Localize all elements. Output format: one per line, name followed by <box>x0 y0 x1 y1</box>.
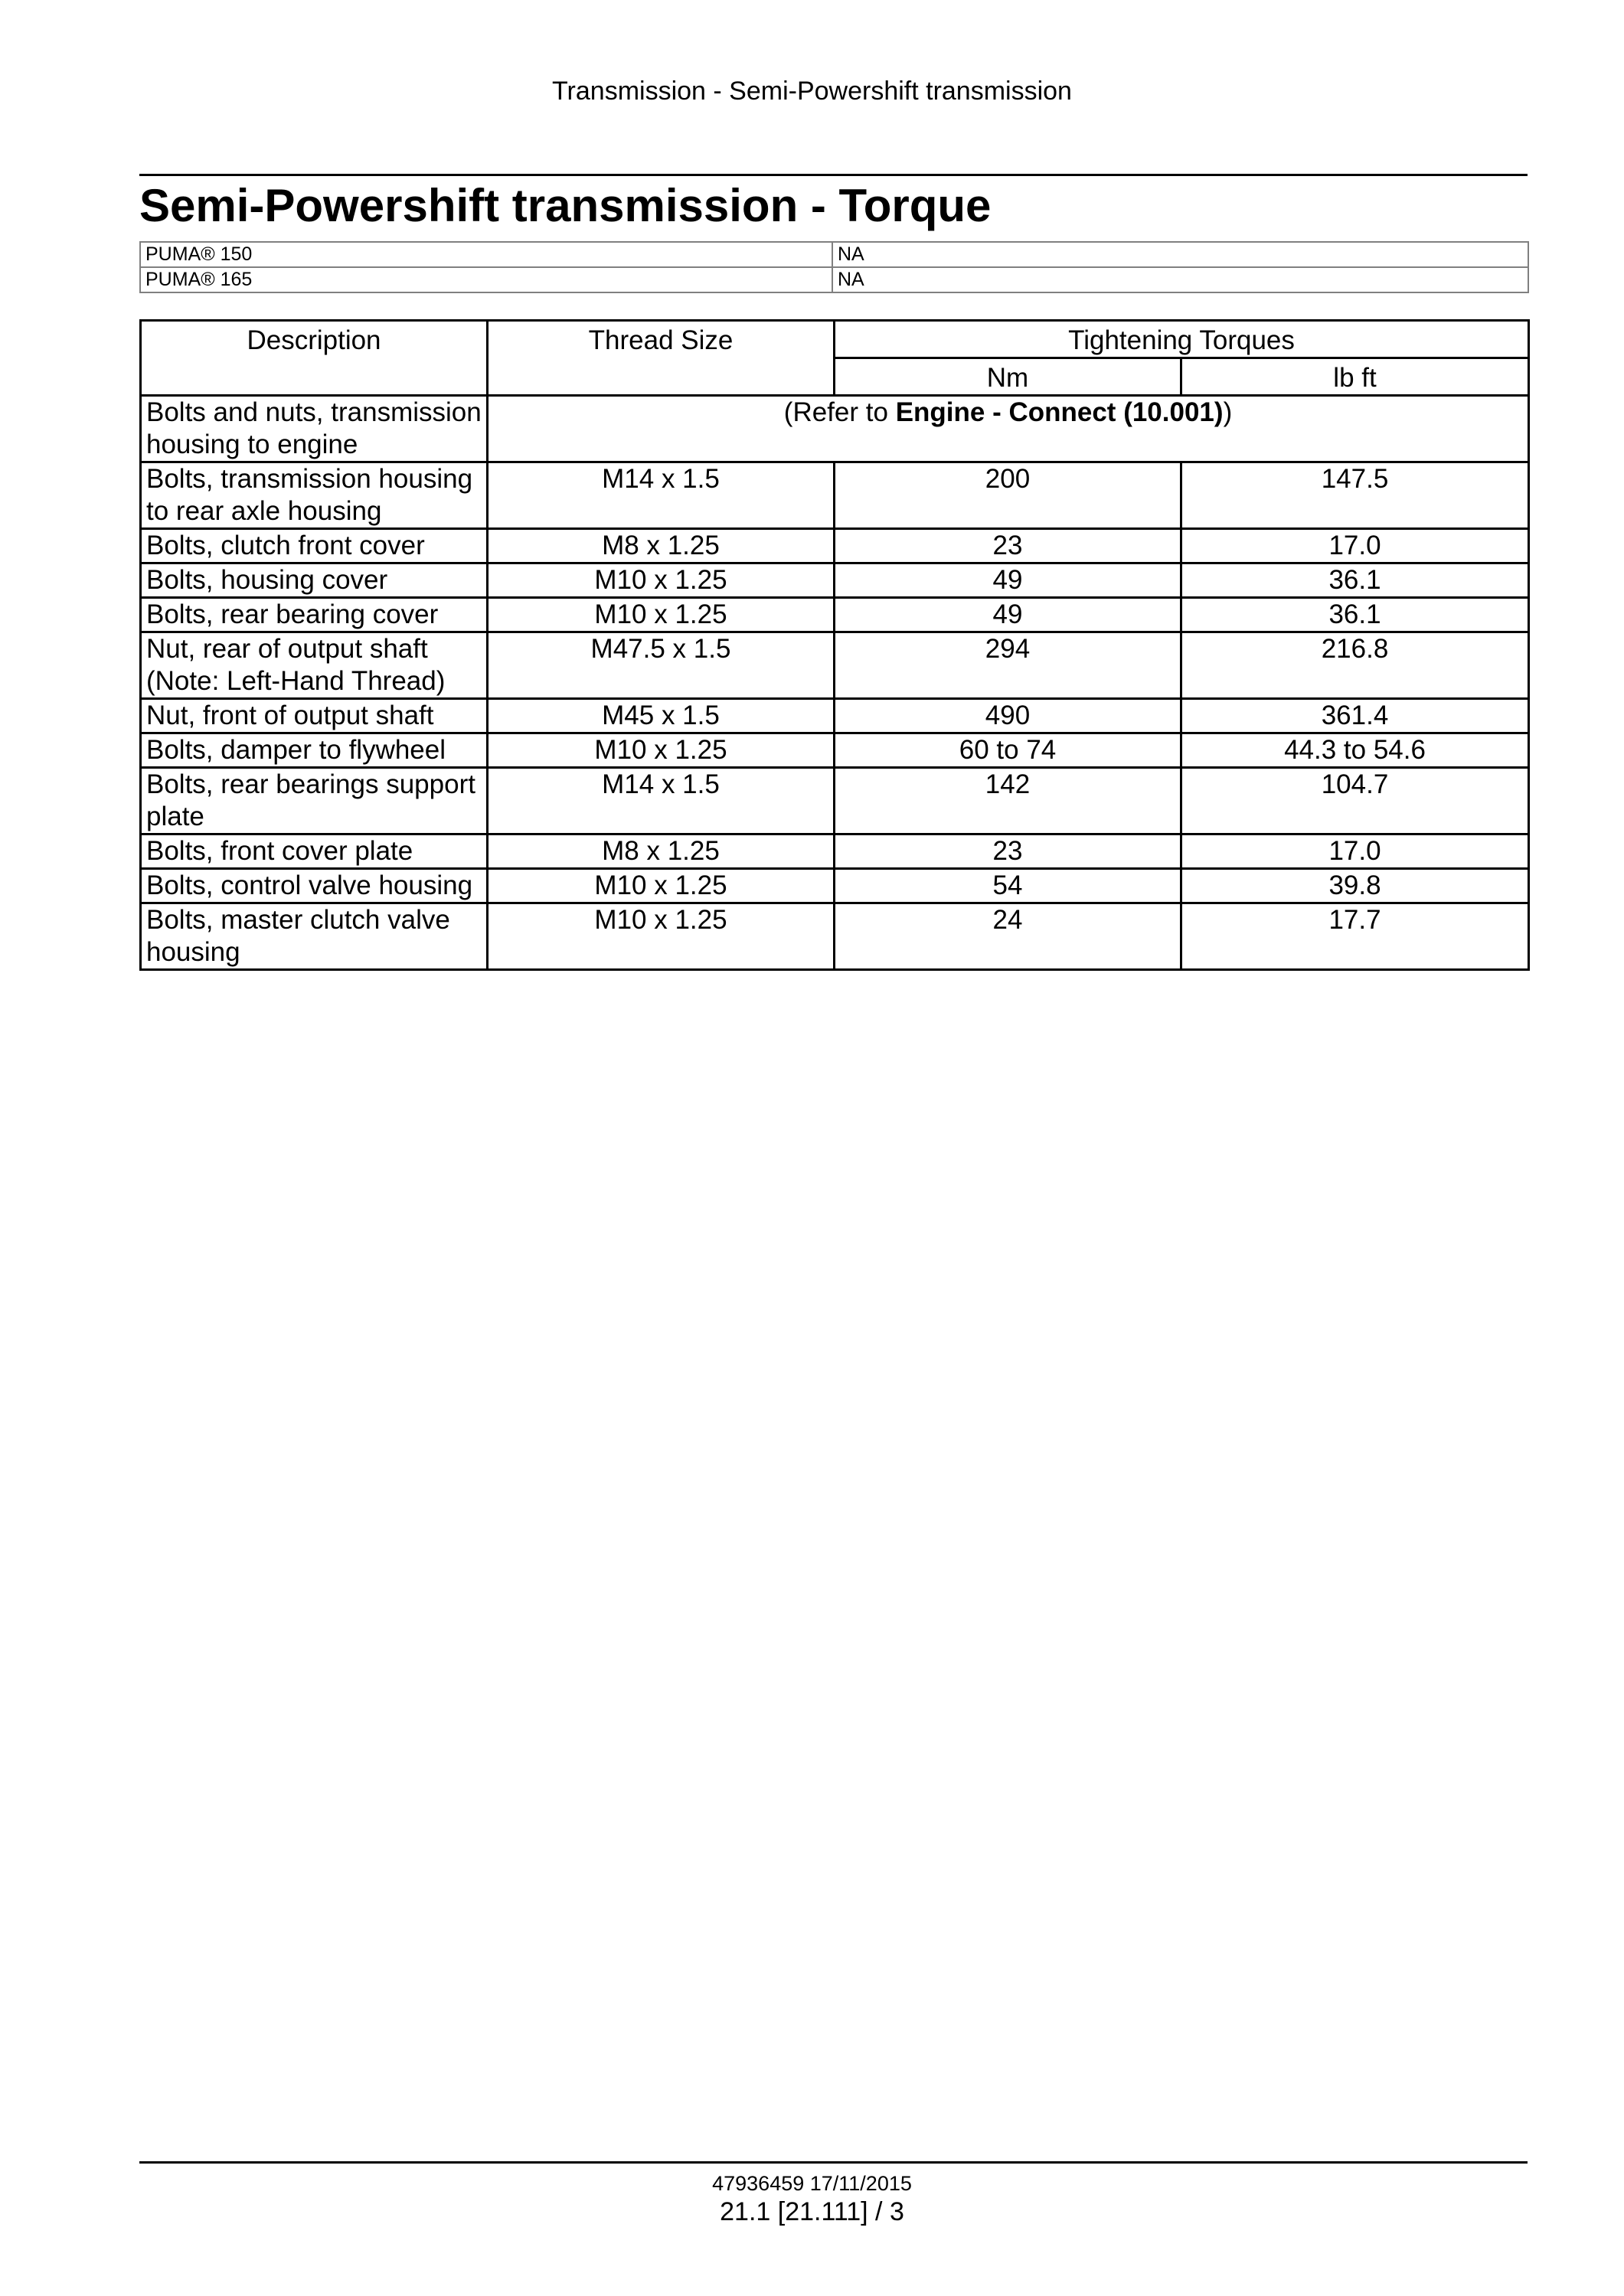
row-thread-size: M45 x 1.5 <box>488 699 835 733</box>
row-torque-nm: 294 <box>835 632 1181 699</box>
column-header-lbft: lb ft <box>1181 358 1529 396</box>
row-thread-size: M10 x 1.25 <box>488 598 835 632</box>
row-torque-lbft: 17.0 <box>1181 834 1529 869</box>
row-torque-lbft: 147.5 <box>1181 462 1529 529</box>
reference-prefix: (Refer to <box>783 397 896 427</box>
table-row <box>141 869 1529 903</box>
row-description: Nut, rear of output shaft (Note: Left-Hand Thread) <box>141 632 488 699</box>
table-row <box>141 563 1529 598</box>
row-torque-nm: 490 <box>835 699 1181 733</box>
row-thread-size: M10 x 1.25 <box>488 563 835 598</box>
table-header-row <box>141 321 1529 358</box>
model-value: NA <box>832 242 1528 267</box>
row-torque-nm: 24 <box>835 903 1181 970</box>
model-applicability-table <box>139 241 1529 293</box>
reference-suffix: ) <box>1223 397 1233 427</box>
row-thread-size: M47.5 x 1.5 <box>488 632 835 699</box>
row-torque-nm: 49 <box>835 598 1181 632</box>
table-row <box>141 834 1529 869</box>
row-thread-size: M10 x 1.25 <box>488 733 835 768</box>
row-torque-lbft: 44.3 to 54.6 <box>1181 733 1529 768</box>
row-description: Bolts, master clutch valve housing <box>141 903 488 970</box>
row-torque-lbft: 39.8 <box>1181 869 1529 903</box>
running-header: Transmission - Semi-Powershift transmission <box>552 77 1072 106</box>
reference-cell <box>488 396 1529 462</box>
row-thread-size: M8 x 1.25 <box>488 529 835 563</box>
row-description: Bolts and nuts, transmission housing to engine <box>141 396 488 462</box>
row-torque-nm: 200 <box>835 462 1181 529</box>
row-description: Bolts, front cover plate <box>141 834 488 869</box>
table-row <box>140 242 1528 267</box>
row-thread-size: M10 x 1.25 <box>488 903 835 970</box>
row-thread-size: M14 x 1.5 <box>488 768 835 834</box>
footer-divider <box>139 2161 1528 2164</box>
table-row <box>141 903 1529 970</box>
row-torque-lbft: 36.1 <box>1181 563 1529 598</box>
row-torque-nm: 54 <box>835 869 1181 903</box>
row-description: Bolts, transmission housing to rear axle housing <box>141 462 488 529</box>
header-divider <box>139 174 1528 176</box>
table-row <box>141 768 1529 834</box>
row-torque-lbft: 216.8 <box>1181 632 1529 699</box>
table-row <box>141 598 1529 632</box>
row-thread-size: M8 x 1.25 <box>488 834 835 869</box>
column-header-description: Description <box>141 321 488 396</box>
model-value: NA <box>832 267 1528 292</box>
row-description: Bolts, rear bearings support plate <box>141 768 488 834</box>
row-description: Nut, front of output shaft <box>141 699 488 733</box>
table-row <box>141 529 1529 563</box>
page-reference: 21.1 [21.111] / 3 <box>720 2197 904 2226</box>
model-name: PUMA® 165 <box>140 267 832 292</box>
table-row <box>141 396 1529 462</box>
row-torque-nm: 142 <box>835 768 1181 834</box>
document-number: 47936459 17/11/2015 <box>712 2172 912 2195</box>
row-torque-lbft: 17.7 <box>1181 903 1529 970</box>
row-torque-nm: 23 <box>835 529 1181 563</box>
row-description: Bolts, damper to flywheel <box>141 733 488 768</box>
model-name: PUMA® 150 <box>140 242 832 267</box>
reference-link[interactable]: Engine - Connect (10.001) <box>895 397 1224 427</box>
column-header-thread-size: Thread Size <box>488 321 835 396</box>
row-torque-nm: 23 <box>835 834 1181 869</box>
row-torque-lbft: 104.7 <box>1181 768 1529 834</box>
torque-table <box>139 319 1530 971</box>
page-title: Semi-Powershift transmission - Torque <box>139 180 992 231</box>
row-description: Bolts, rear bearing cover <box>141 598 488 632</box>
table-row <box>141 699 1529 733</box>
row-thread-size: M10 x 1.25 <box>488 869 835 903</box>
column-header-tightening-torques: Tightening Torques <box>835 321 1529 358</box>
table-row <box>141 632 1529 699</box>
row-description: Bolts, housing cover <box>141 563 488 598</box>
row-torque-nm: 60 to 74 <box>835 733 1181 768</box>
row-torque-nm: 49 <box>835 563 1181 598</box>
row-torque-lbft: 17.0 <box>1181 529 1529 563</box>
row-description: Bolts, control valve housing <box>141 869 488 903</box>
row-thread-size: M14 x 1.5 <box>488 462 835 529</box>
row-torque-lbft: 36.1 <box>1181 598 1529 632</box>
table-row <box>140 267 1528 292</box>
table-row <box>141 733 1529 768</box>
table-row <box>141 462 1529 529</box>
row-description: Bolts, clutch front cover <box>141 529 488 563</box>
column-header-nm: Nm <box>835 358 1181 396</box>
row-torque-lbft: 361.4 <box>1181 699 1529 733</box>
